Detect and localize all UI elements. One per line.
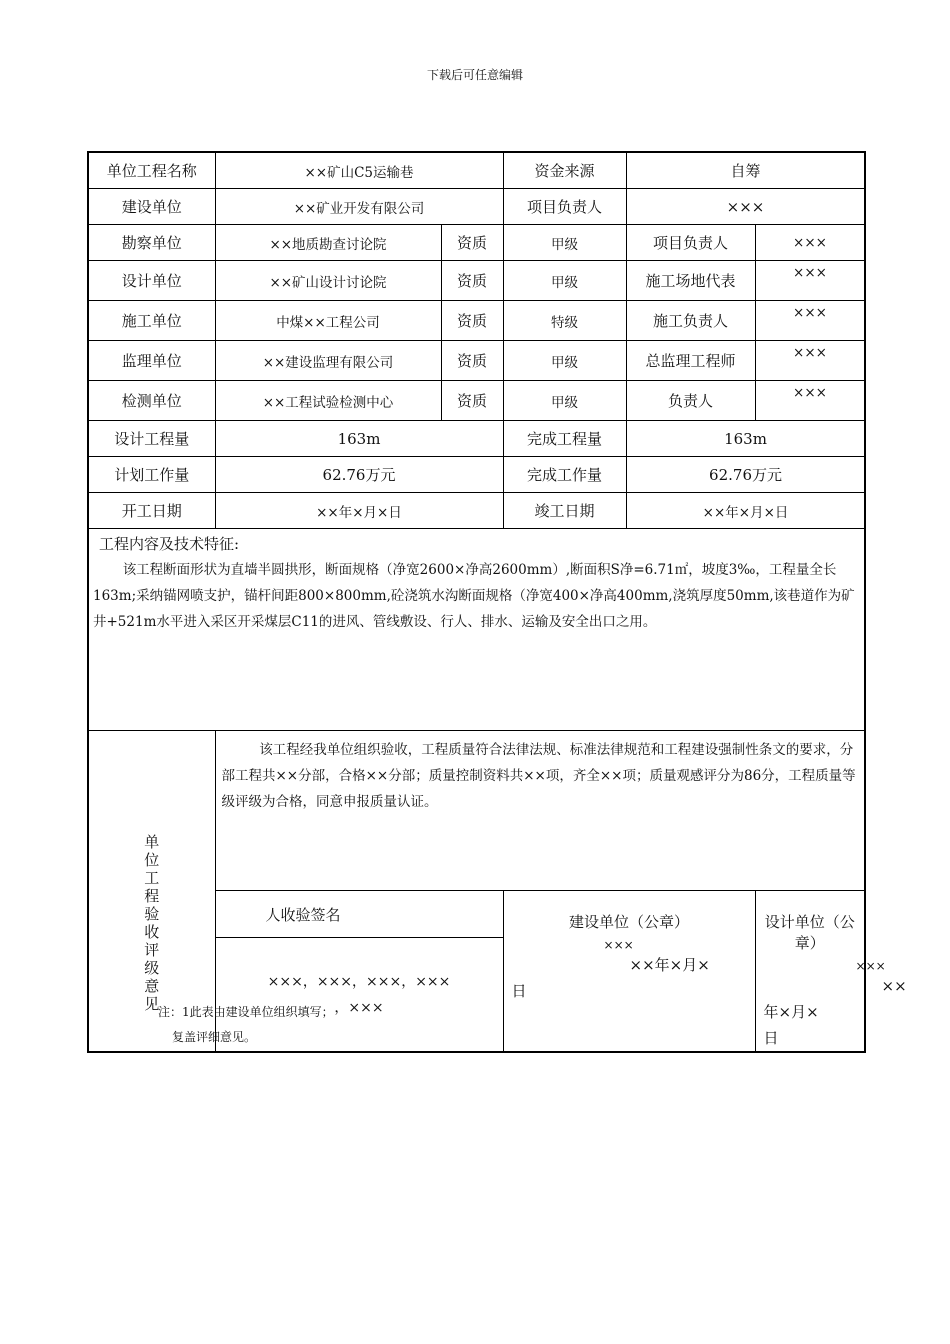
table-row bbox=[88, 381, 865, 421]
role-label: 施工场地代表 bbox=[626, 261, 755, 301]
builder-seal-mark: ××× bbox=[603, 938, 634, 952]
opinion-text: 该工程经我单位组织验收，工程质量符合法律法规、标准法律规范和工程建设强制性条文的要求，分部工程共××分部，合格××分部；质量控制资料共××项，齐全××项；质量观感评分为86分，工程质量等级评级为合格，同意申报质量认证。 bbox=[215, 731, 865, 891]
pm-label: 项目负责人 bbox=[503, 189, 626, 225]
builder-seal-label: 建设单位（公章） bbox=[569, 913, 690, 931]
end-date-value: ××年×月×日 bbox=[626, 493, 865, 529]
role-label: 总监理工程师 bbox=[626, 341, 755, 381]
done-work-label: 完成工作量 bbox=[503, 457, 626, 493]
done-qty-value: 163m bbox=[626, 421, 865, 457]
unit-label: 设计单位 bbox=[88, 261, 215, 301]
signers-names-cell bbox=[215, 938, 503, 1052]
designer-seal-day: 日 bbox=[763, 1029, 779, 1047]
footnote-1: 注：1此表由建设单位组织填写； bbox=[158, 1005, 334, 1019]
role-label: 施工负责人 bbox=[626, 301, 755, 341]
designer-seal-mark: ××× bbox=[855, 959, 886, 973]
done-work-value: 62.76万元 bbox=[626, 457, 865, 493]
builder-seal-date: ××年×月× bbox=[629, 956, 710, 974]
description-cell bbox=[88, 529, 865, 731]
description-title: 工程内容及技术特征: bbox=[99, 535, 240, 553]
builder-seal-day: 日 bbox=[511, 982, 527, 1000]
qual-label: 资质 bbox=[441, 341, 503, 381]
person-value: ××× bbox=[755, 381, 865, 421]
role-label: 项目负责人 bbox=[626, 225, 755, 261]
qual-label: 资质 bbox=[441, 225, 503, 261]
table-row bbox=[88, 421, 865, 457]
qual-label: 资质 bbox=[441, 261, 503, 301]
designer-seal-label: 设计单位（公章） bbox=[764, 913, 855, 952]
person-value: ××× bbox=[755, 301, 865, 341]
qual-label: 资质 bbox=[441, 381, 503, 421]
unit-name: ××工程试验检测中心 bbox=[215, 381, 441, 421]
plan-work-value: 62.76万元 bbox=[215, 457, 503, 493]
plan-work-label: 计划工作量 bbox=[88, 457, 215, 493]
qual-value: 甲级 bbox=[503, 225, 626, 261]
builder-label: 建设单位 bbox=[88, 189, 215, 225]
done-qty-label: 完成工程量 bbox=[503, 421, 626, 457]
unit-label: 检测单位 bbox=[88, 381, 215, 421]
unit-name: ××地质勘查讨论院 bbox=[215, 225, 441, 261]
qual-value: 甲级 bbox=[503, 261, 626, 301]
table-row bbox=[88, 457, 865, 493]
acceptance-table bbox=[87, 151, 907, 1053]
pm-value: ××× bbox=[626, 189, 865, 225]
signers-label: 人收验签名 bbox=[215, 891, 503, 938]
project-name-value: ××矿山C5运输巷 bbox=[215, 152, 503, 189]
opinion-side-label: 单位工程验收评级意见 bbox=[144, 833, 160, 1013]
fund-source-label: 资金来源 bbox=[503, 152, 626, 189]
design-qty-label: 设计工程量 bbox=[88, 421, 215, 457]
start-date-value: ××年×月×日 bbox=[215, 493, 503, 529]
fund-source-value: 自筹 bbox=[626, 152, 865, 189]
unit-label: 监理单位 bbox=[88, 341, 215, 381]
table-row bbox=[88, 189, 865, 225]
project-name-label: 单位工程名称 bbox=[88, 152, 215, 189]
designer-seal-cell bbox=[755, 891, 907, 1053]
qual-label: 资质 bbox=[441, 301, 503, 341]
role-label: 负责人 bbox=[626, 381, 755, 421]
builder-seal-cell bbox=[503, 891, 755, 1053]
qual-value: 特级 bbox=[503, 301, 626, 341]
page-header: 下载后可任意编辑 bbox=[426, 68, 523, 82]
table-row bbox=[88, 301, 865, 341]
builder-value: ××矿业开发有限公司 bbox=[215, 189, 503, 225]
signers-line-1: ×××，×××，×××，××× bbox=[267, 973, 451, 990]
unit-name: 中煤××工程公司 bbox=[215, 301, 441, 341]
unit-label: 勘察单位 bbox=[88, 225, 215, 261]
table-row bbox=[88, 261, 865, 301]
start-date-label: 开工日期 bbox=[88, 493, 215, 529]
table-row bbox=[88, 529, 865, 731]
table-row bbox=[88, 225, 865, 261]
unit-name: ××建设监理有限公司 bbox=[215, 341, 441, 381]
table-row bbox=[88, 731, 865, 891]
description-body: 该工程断面形状为直墙半圆拱形，断面规格（净宽2600×净高2600mm）,断面积S净=6.71㎡，坡度3‰，工程量全长163m;采纳锚网喷支护，锚杆间距800×800mm,砼浇筑水沟断面规格（净宽400×净高400mm,浇筑厚度50mm,该巷道作为矿井+521m水平进入采区开采煤层C11的进风、管线敷设、行人、排水、运输及安全出口之用。 bbox=[93, 562, 855, 630]
table-row bbox=[88, 152, 865, 189]
design-qty-value: 163m bbox=[215, 421, 503, 457]
table-row bbox=[88, 341, 865, 381]
designer-seal-date: ××年×月× bbox=[763, 977, 907, 1021]
unit-label: 施工单位 bbox=[88, 301, 215, 341]
person-value: ××× bbox=[755, 225, 865, 261]
signers-line-2: ，××× bbox=[334, 999, 384, 1016]
person-value: ××× bbox=[755, 261, 865, 301]
qual-value: 甲级 bbox=[503, 341, 626, 381]
person-value: ××× bbox=[755, 341, 865, 381]
footnote-2: 复盖评细意见。 bbox=[172, 1030, 257, 1044]
table-row bbox=[88, 493, 865, 529]
end-date-label: 竣工日期 bbox=[503, 493, 626, 529]
qual-value: 甲级 bbox=[503, 381, 626, 421]
unit-name: ××矿山设计讨论院 bbox=[215, 261, 441, 301]
